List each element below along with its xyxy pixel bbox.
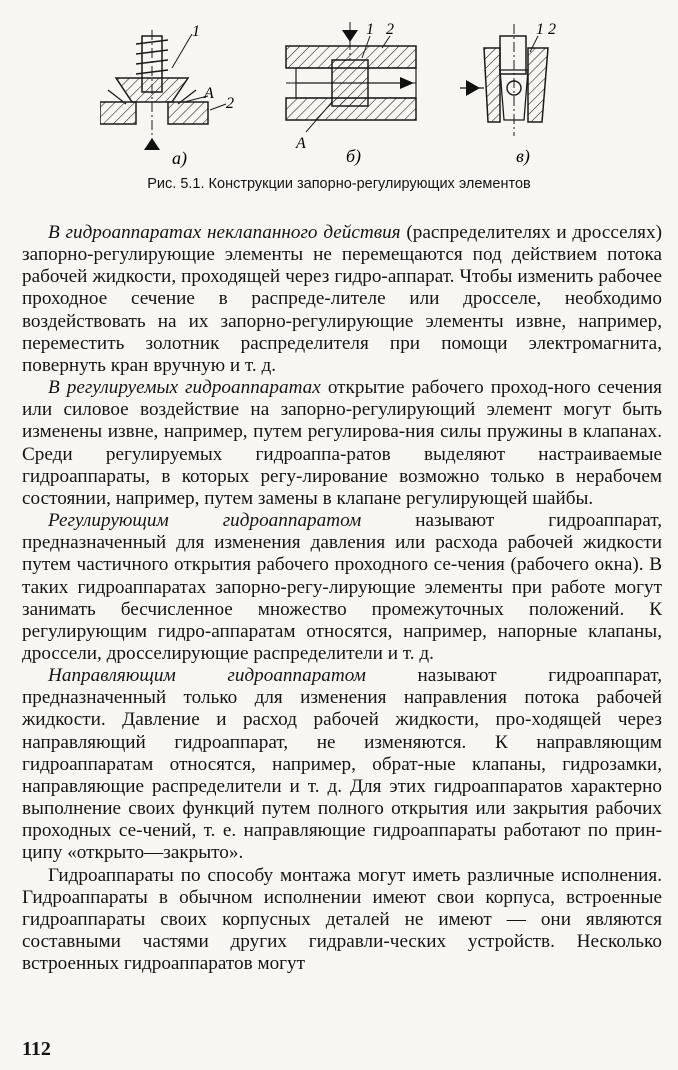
paragraph-term: В гидроаппаратах неклапанного действия — [48, 222, 401, 243]
paragraph-text: называют гидроаппарат, предназначенный только для изменения направления потока рабочей жидкости. Давление и расход рабочей жидкости, про-ходящей через направляющий гидроаппарат, не изменяются. К направляющим гидроаппаратам относятся, например, обрат-ные клапаны, гидрозамки, направляющие распределители и т. д. Для этих гидроаппаратов характерно выполнение своих функций путем полного открытия или закрытия рабочих проходных се-чений, т. е. направляющие гидроаппараты работают по прин-ципу «открыто—закрыто». — [22, 665, 662, 864]
paragraph — [22, 865, 662, 976]
subfigure-a — [100, 23, 234, 169]
label-a-letter: A — [204, 85, 214, 102]
label-a: а) — [172, 148, 187, 168]
label-b: б) — [346, 146, 362, 166]
figure-drawing — [100, 18, 600, 178]
figure-5-1 — [100, 18, 600, 178]
paragraph-text: (распределителях и дросселях) запорно-регулирующие элементы не перемещаются под действием потока рабочей жидкости, проходящей через гидро-аппарат. Чтобы изменить рабочее проходное сечение в распреде-лителе или дросселе, необходимо воздействовать на их запорно-регулирующие элементы извне, например, переместить золотник распределителя при помощи электромагнита, повернуть кран вручную и т. д. — [22, 222, 662, 376]
figure-caption: Рис. 5.1. Конструкции запорно-регулирующих элементов — [147, 176, 531, 192]
paragraph-term: Регулирующим гидроаппаратом — [48, 510, 362, 532]
label-c: в) — [516, 146, 530, 166]
paragraph — [22, 222, 662, 377]
label-c-12: 1 2 — [536, 21, 556, 38]
paragraph-text: называют гидроаппарат, предназначенный для изменения давления или расхода рабочей жидкости путем частичного открытия рабочего проходного се-чения (рабочего окна). В таких гидроаппаратах запорно-регу-лирующие элементы при работе могут занимать бесчисленное множество промежуточных положений. К регулирующим гидро-аппаратам относятся, например, напорные клапаны, дроссели, дросселирующие распределители и т. д. — [22, 510, 662, 664]
paragraph-term: В регулируемых гидроаппаратах — [48, 377, 321, 399]
label-b-1: 1 — [366, 21, 374, 38]
paragraph — [22, 510, 662, 665]
label-b-letter: A — [296, 135, 306, 152]
page-number: 112 — [22, 1038, 51, 1060]
subfigure-b — [286, 21, 416, 167]
paragraph — [22, 377, 662, 510]
label-a-1: 1 — [192, 23, 200, 40]
label-b-2: 2 — [386, 21, 394, 38]
label-a-2: 2 — [226, 95, 234, 112]
paragraph-text: открытие рабочего проход-ного сечения или силовое воздействие на запорно-регулирующий элемент могут быть изменены извне, например, путем регулирова-ния силы пружины в клапанах. Среди регулируемых гидроаппа-ратов выделяют настраиваемые гидроаппараты, в которых регу-лирование возможно только в нерабочем состоянии, например, путем замены в клапане регулирующей шайбы. — [22, 377, 662, 509]
paragraph-term: Направляющим гидроаппаратом — [48, 665, 366, 687]
subfigure-c — [460, 21, 556, 167]
paragraph-text: Гидроаппараты по способу монтажа могут иметь различные исполнения. Гидроаппараты в обычном исполнении имеют свои корпуса, встроенные гидроаппараты своих корпусных деталей не имеют — они являются составными частями других гидравли-ческих устройств. Несколько встроенных гидроаппаратов могут — [22, 864, 662, 975]
paragraph — [22, 665, 662, 864]
body-text — [22, 222, 662, 975]
